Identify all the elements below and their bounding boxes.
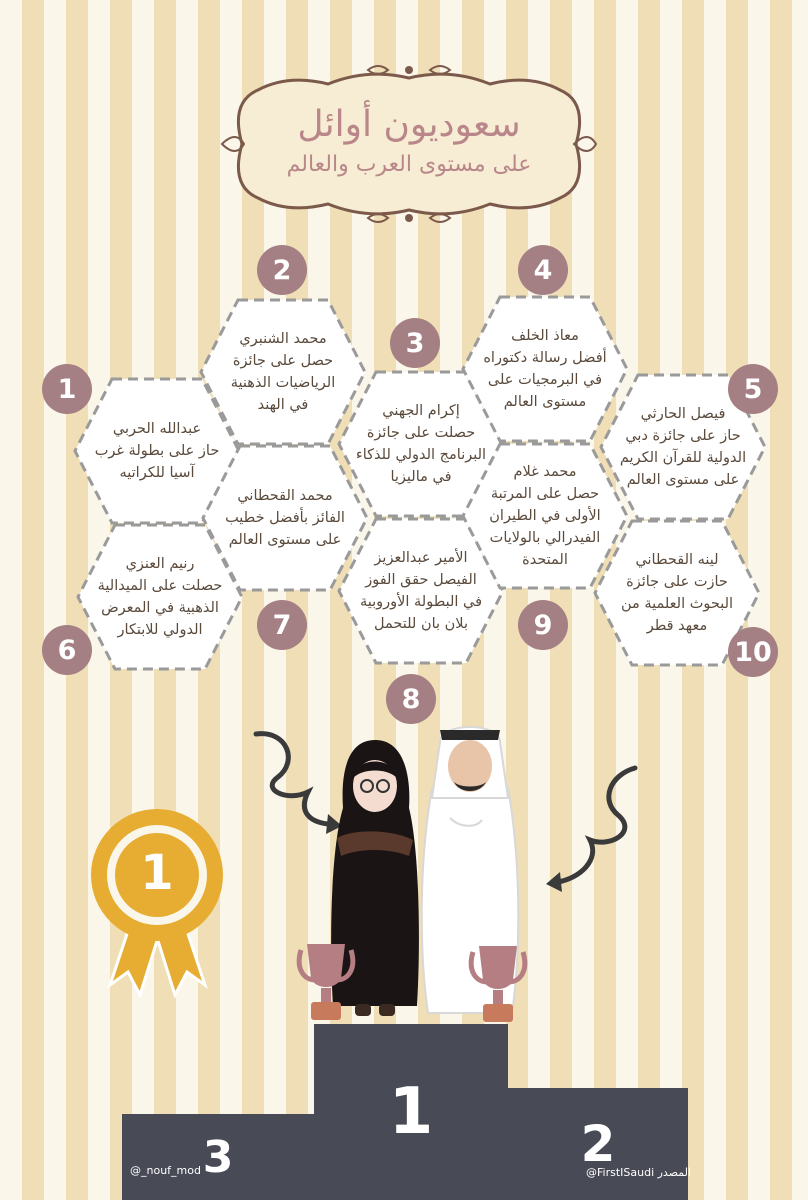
card-line: معهد قطر: [646, 618, 708, 634]
card-line: حصل على المرتبة: [490, 486, 600, 502]
card-line: البرنامج الدولي للذكاء: [355, 447, 487, 463]
podium-third: [122, 1114, 314, 1200]
podium-second: [508, 1088, 688, 1200]
card-line: عبدالله الحربي: [112, 421, 202, 437]
card-number-10: 10: [728, 627, 778, 677]
trophy-icon: [295, 940, 357, 1022]
podium-second-label: 2: [580, 1115, 616, 1173]
card-number-1: 1: [42, 364, 92, 414]
card-number-5: 5: [728, 364, 778, 414]
card-number-3: 3: [390, 318, 440, 368]
card-line: بلان بان للتحمل: [374, 616, 468, 632]
card-line: الذهبية في المعرض: [101, 600, 219, 616]
card-line: حاز على جائزة دبي: [625, 428, 741, 444]
card-line: في البطولة الأوروبية: [359, 594, 483, 610]
card-line: حصل على جائزة: [232, 353, 334, 369]
card-line: حاز على بطولة غرب: [94, 443, 220, 459]
card-line: رنيم العنزي: [125, 556, 195, 572]
card-line: حصلت على الميدالية: [97, 578, 223, 594]
card-line: أفضل رسالة دكتوراه: [483, 350, 607, 366]
card-line: معاذ الخلف: [511, 328, 579, 344]
card-line: آسيا للكراتيه: [119, 465, 195, 481]
podium-first-label: 1: [388, 1075, 434, 1149]
card-number-2: 2: [257, 245, 307, 295]
trophy-icon: [467, 942, 529, 1024]
card-line: الرياضيات الذهنية: [230, 375, 336, 391]
card-line: البحوث العلمية من: [620, 596, 734, 612]
card-number-4: 4: [518, 245, 568, 295]
podium-third-label: 3: [202, 1131, 234, 1183]
medal-number: 1: [140, 845, 174, 901]
card-line: فيصل الحارثي: [640, 406, 726, 422]
card-line: المتحدة: [522, 552, 568, 568]
card-line: الأمير عبدالعزيز: [374, 550, 468, 566]
card-line: محمد الشنبري: [239, 331, 327, 347]
card-number-6: 6: [42, 625, 92, 675]
card-line: الفيدرالي بالولايات: [489, 530, 601, 546]
card-line: الأولى في الطيران: [489, 508, 601, 524]
card-line: في الهند: [257, 397, 309, 413]
card-number-8: 8: [386, 674, 436, 724]
card-line: على مستوى العالم: [626, 472, 740, 488]
card-line: مستوى العالم: [503, 394, 587, 410]
card-line: حصلت على جائزة: [366, 425, 476, 441]
card-line: في البرمجيات على: [487, 372, 603, 388]
card-line: الدولية للقرآن الكريم: [619, 450, 747, 466]
card-line: الفيصل حقق الفوز: [365, 572, 477, 588]
page-subtitle: على مستوى العرب والعالم: [286, 152, 532, 177]
card-line: الفائز بأفضل خطيب: [225, 510, 345, 526]
podium-first: [314, 1024, 508, 1200]
card-line: إكرام الجهني: [382, 403, 460, 419]
card-line: حازت على جائزة: [626, 574, 728, 590]
card-number-7: 7: [257, 600, 307, 650]
curved-arrow-icon: [540, 760, 650, 900]
card-line: لينه القحطاني: [635, 552, 719, 568]
card-line: على مستوى العالم: [228, 532, 342, 548]
card-line: محمد القحطاني: [237, 488, 333, 504]
card-line: في ماليزيا: [390, 469, 452, 485]
credit-left: @_nouf_mod: [130, 1164, 201, 1177]
card-number-9: 9: [518, 600, 568, 650]
card-line: الدولي للابتكار: [117, 622, 203, 638]
page-title: سعوديون أوائل: [297, 104, 521, 145]
card-line: محمد غلام: [513, 464, 577, 480]
credit-right: @FirstISaudi المصدر: [586, 1166, 692, 1179]
